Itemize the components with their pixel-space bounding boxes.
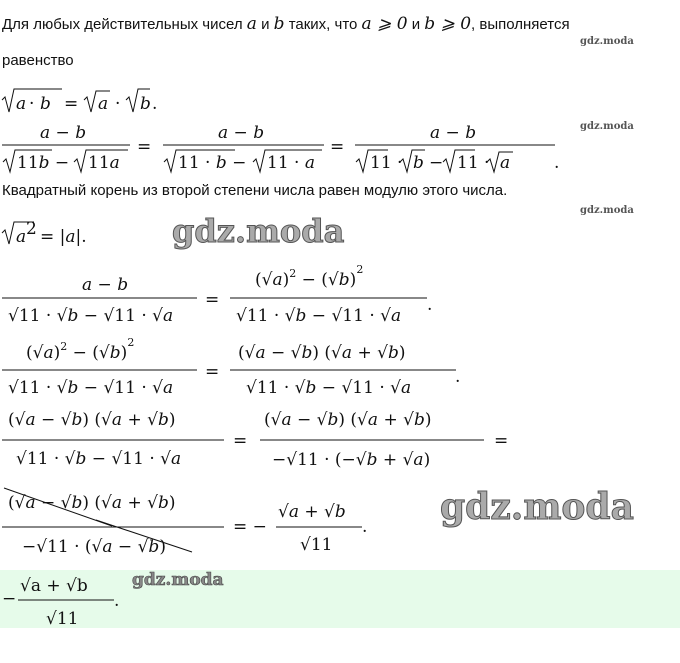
svg-text:b: b (40, 94, 51, 114)
intro-line-2: равенство (2, 52, 74, 69)
svg-text:=: = (205, 290, 220, 310)
svg-text:(√a − √b) (√a + √b): (√a − √b) (√a + √b) (238, 343, 406, 363)
svg-text:= −: = − (233, 517, 267, 537)
svg-text:.: . (554, 153, 560, 173)
answer-denominator: √11 (46, 609, 79, 629)
svg-text:a: a (16, 94, 27, 114)
svg-text:(√a − √b) (√a + √b): (√a − √b) (√a + √b) (8, 410, 176, 430)
svg-text:−√11 · (√a − √b): −√11 · (√a − √b) (22, 537, 166, 557)
svg-text:√a + √b: √a + √b (278, 502, 346, 522)
svg-text:√11 · √b − √11 · √a: √11 · √b − √11 · √a (16, 449, 182, 469)
svg-text:=: = (64, 94, 79, 114)
svg-text:−: − (429, 153, 444, 173)
step5-formula (2, 488, 367, 557)
var-b: b (273, 14, 285, 34)
svg-text:11 ·: 11 · (457, 153, 490, 173)
conj-and: и (261, 16, 270, 33)
watermark-big-1: gdz.moda (172, 212, 345, 250)
svg-text:−√11 · (−√b + √a): −√11 · (−√b + √a) (272, 450, 431, 470)
svg-text:√11 · √b − √11 · √a: √11 · √b − √11 · √a (236, 306, 402, 326)
svg-text:a: a (16, 227, 27, 247)
such-that: таких, что (288, 16, 358, 33)
answer-numerator: √a + √b (20, 576, 88, 596)
watermark-answer: gdz.moda (132, 570, 224, 590)
svg-text:√11 · √b − √11 · √a: √11 · √b − √11 · √a (246, 378, 412, 398)
svg-text:a − b: a − b (82, 275, 129, 295)
svg-text:11 ·: 11 · (370, 153, 403, 173)
svg-text:(√a)2 − (√b)2: $(√a)^2 - (√b)^2$ (255, 263, 364, 290)
svg-text:√11: √11 (300, 535, 333, 555)
svg-text:a − b: a − b (40, 123, 87, 143)
svg-text:a: a (98, 94, 109, 114)
conj-and-2: и (411, 16, 421, 33)
svg-text:= |a|.: = |a|. (40, 227, 87, 247)
svg-text:·: · (115, 94, 121, 114)
svg-text:√11 · √b − √11 · √a: √11 · √b − √11 · √a (8, 378, 174, 398)
svg-text:=: = (494, 431, 509, 451)
final-answer (2, 576, 119, 629)
svg-text:=: = (233, 431, 248, 451)
svg-text:b: b (413, 153, 424, 173)
modulus-text: Квадратный корень из второй степени числа равен модулю этого числа. (2, 182, 508, 199)
identity-formula (2, 89, 157, 114)
svg-text:.: . (427, 295, 433, 315)
svg-text:2: 2 (26, 219, 37, 239)
svg-text:a: a (500, 153, 511, 173)
watermark-small-1: gdz.moda (580, 36, 634, 47)
svg-text:11 · a: 11 · a (267, 153, 315, 173)
modulus-formula (2, 219, 87, 247)
svg-text:√11 · √b − √11 · √a: √11 · √b − √11 · √a (8, 306, 174, 326)
answer-sign: − (2, 589, 17, 609)
step4-formula (2, 410, 508, 470)
answer-period: . (114, 591, 120, 611)
svg-text:.: . (455, 367, 461, 387)
cond-a: a ⩾ 0 (361, 14, 408, 34)
svg-text:a − b: a − b (430, 123, 477, 143)
watermark-small-2: gdz.moda (580, 121, 634, 132)
svg-text:(√a)2 − (√b)2: $(√a)^2 - (√b)^2$ (26, 336, 135, 363)
watermark-big-2: gdz.moda (440, 486, 634, 528)
svg-text:11 · b −: 11 · b − (178, 153, 247, 173)
svg-text:b: b (140, 94, 151, 114)
intro-prefix: Для любых действительных чисел (2, 16, 243, 33)
svg-text:=: = (137, 137, 152, 157)
cond-b: b ⩾ 0 (424, 14, 472, 34)
svg-text:a − b: a − b (218, 123, 265, 143)
svg-text:·: · (29, 94, 35, 114)
svg-text:=: = (205, 362, 220, 382)
svg-text:.: . (362, 517, 368, 537)
intro-suffix: , выполняется (471, 16, 570, 33)
svg-text:11b −: 11b − (17, 153, 70, 173)
svg-text:.: . (152, 94, 158, 114)
step2-formula (2, 263, 432, 326)
svg-text:=: = (330, 137, 345, 157)
step3-formula (2, 336, 460, 398)
var-a: a (246, 14, 257, 34)
watermark-small-3: gdz.moda (580, 205, 634, 216)
svg-text:(√a − √b) (√a + √b): (√a − √b) (√a + √b) (264, 410, 432, 430)
svg-text:(√a − √b) (√a + √b): (√a − √b) (√a + √b) (8, 493, 176, 513)
step1-formula (2, 123, 559, 173)
svg-text:11a: 11a (88, 153, 120, 173)
